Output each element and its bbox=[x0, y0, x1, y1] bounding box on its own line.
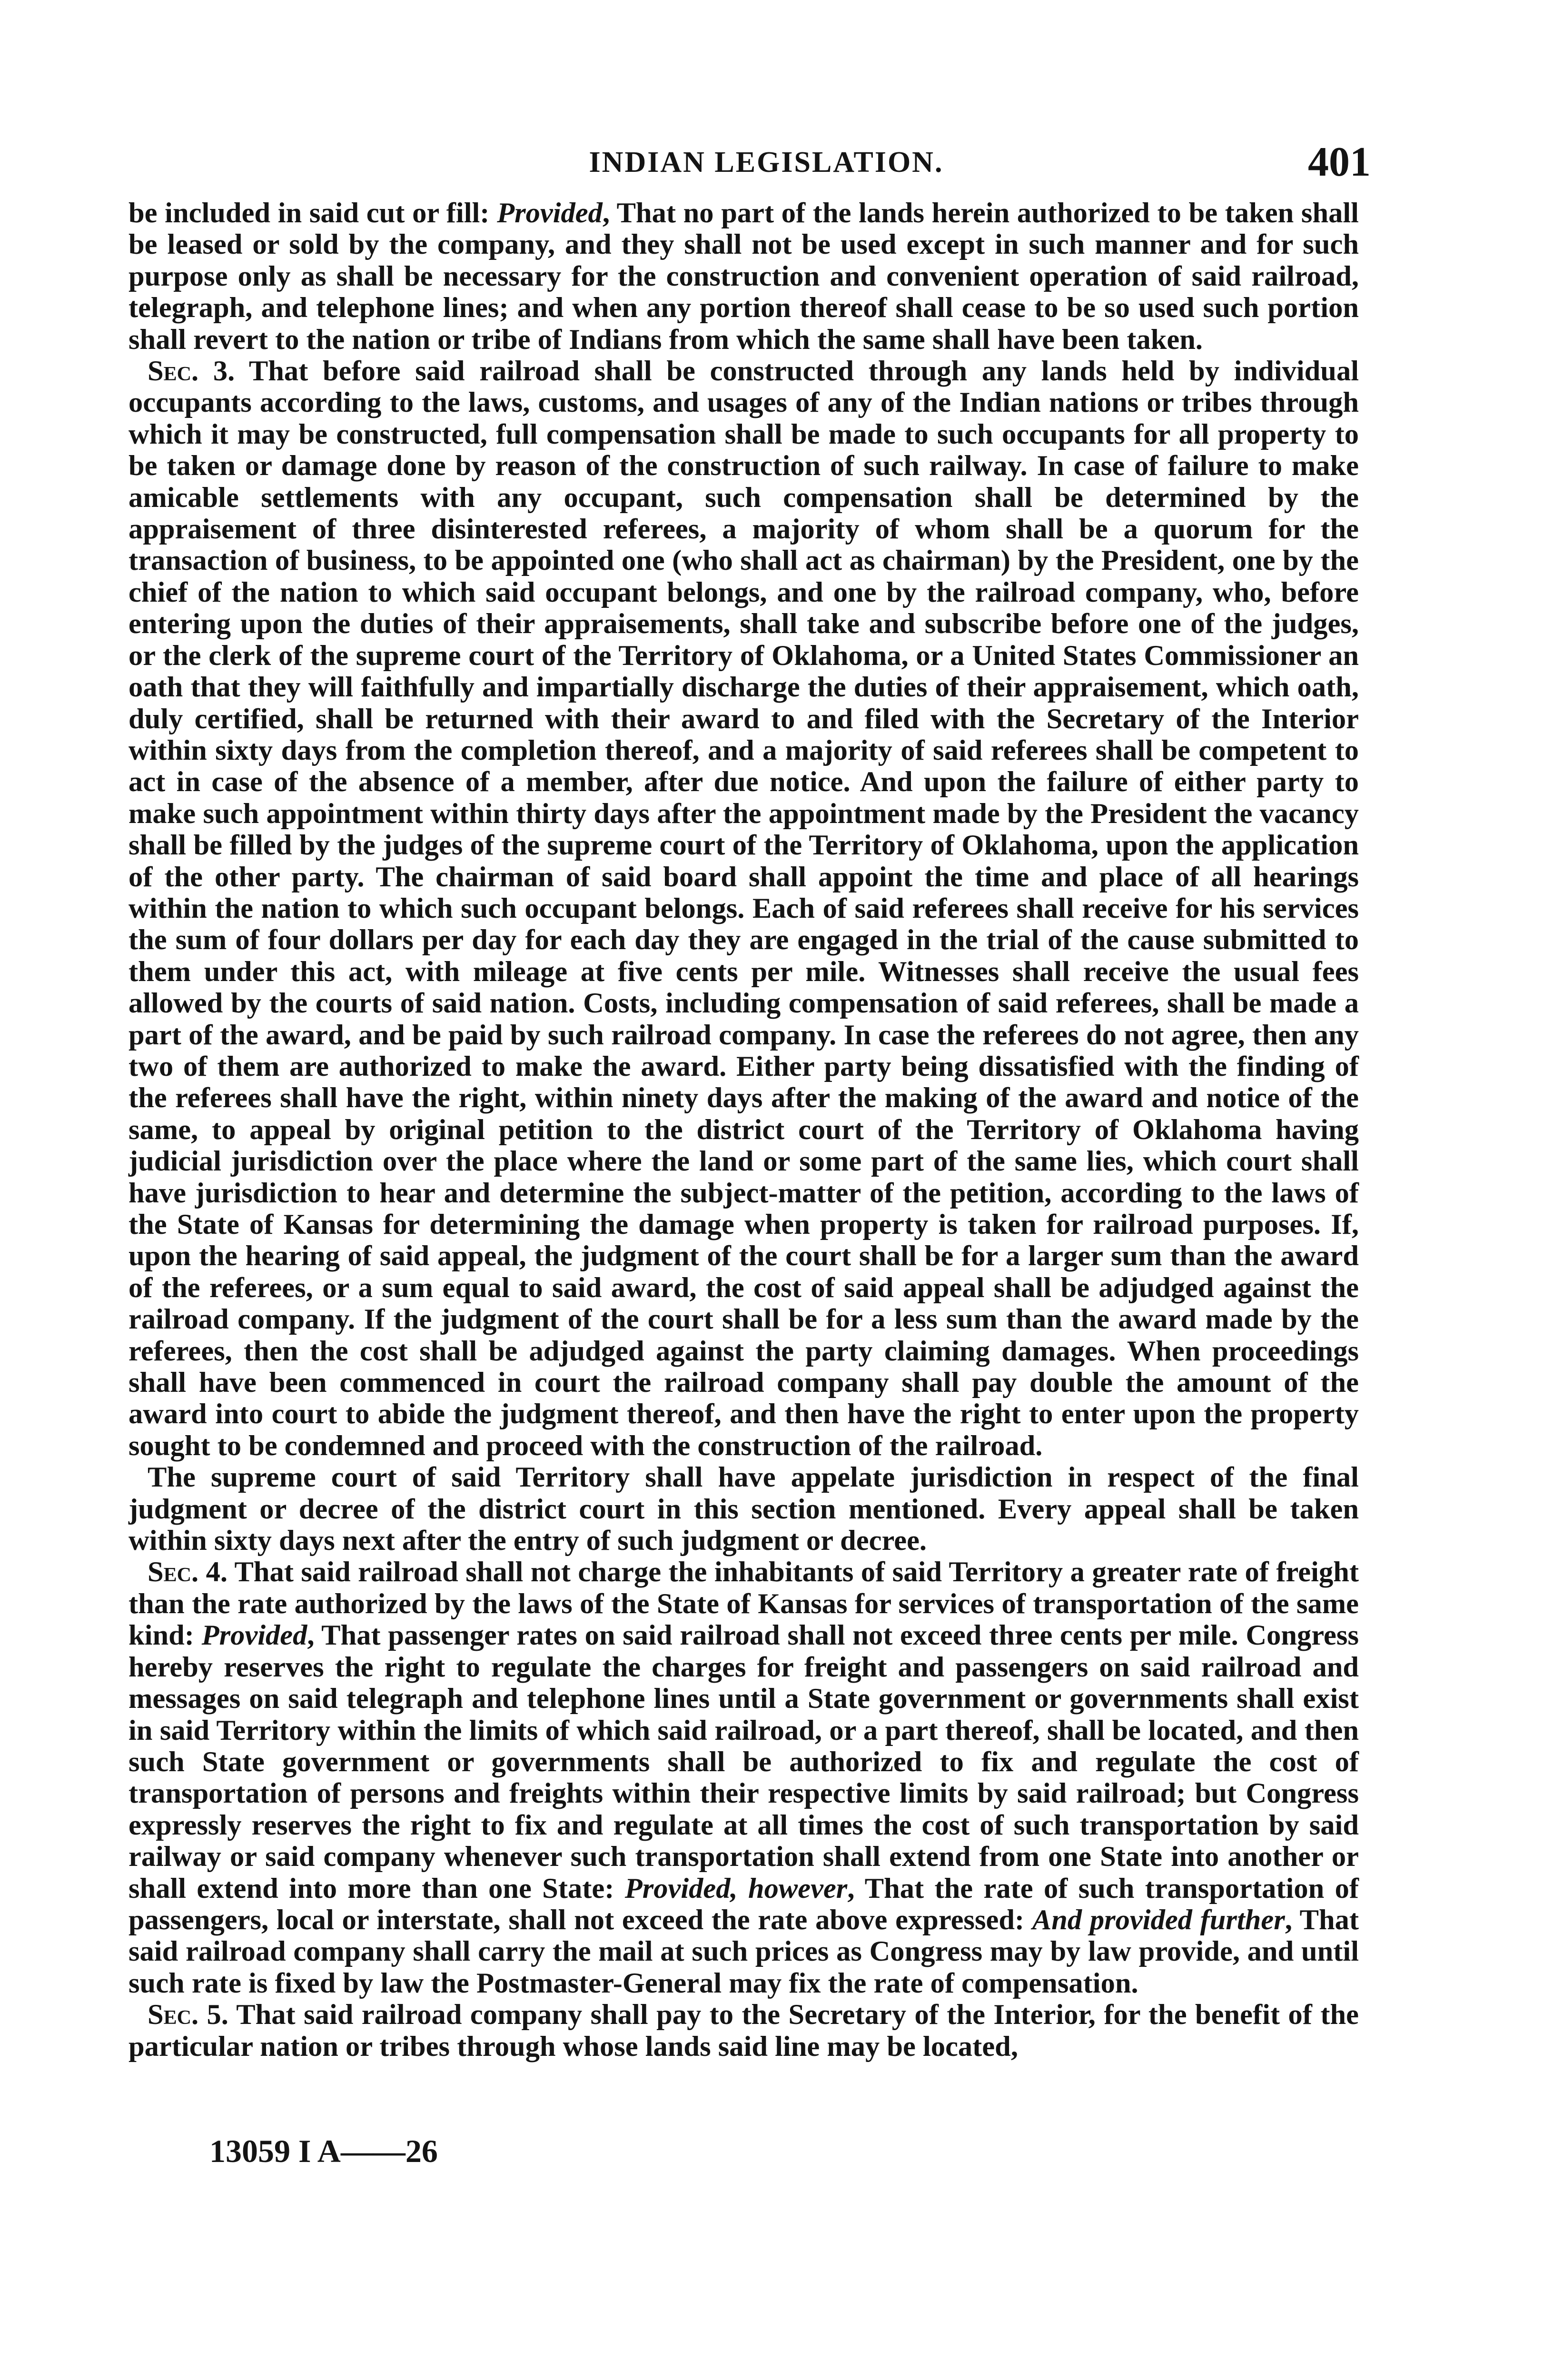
paragraph: Sec. 3. That before said railroad shall be constructed through any lands held by individual occupants according to the laws, customs, and usages of any of the Indian nations or tribes through which it may be constructed, full compensation shall be made to such occupants for all property to be taken or damage done by reason of the construction of such railway. In case of failure to make amicable settlements with any occupant, such compensation shall be determined by the appraisement of three disinterested referees, a majority of whom shall be a quorum for the transaction of business, to be appointed one (who shall act as chairman) by the President, one by the chief of the nation to which said occupant belongs, and one by the railroad company, who, before entering upon the duties of their appraisements, shall take and subscribe before one of the judges, or the clerk of the supreme court of the Territory of Oklahoma, or a United States Commissioner an oath that they will faithfully and impartially discharge the duties of their appraisement, which oath, duly certified, shall be returned with their award to and filed with the Secretary of the Interior within sixty days from the completion thereof, and a majority of said referees shall be competent to act in case of the absence of a member, after due notice. And upon the failure of either party to make such appointment within thirty days after the appointment made by the President the vacancy shall be filled by the judges of the supreme court of the Territory of Oklahoma, upon the application of the other party. The chairman of said board shall appoint the time and place of all hearings within the nation to which such occupant belongs. Each of said referees shall receive for his services the sum of four dollars per day for each day they are engaged in the trial of the cause submitted to them under this act, with mileage at five cents per mile. Witnesses shall receive the usual fees allowed by the courts of said nation. Costs, including compensation of said referees, shall be made a part of the award, and be paid by such railroad company. In case the referees do not agree, then any two of them are authorized to make the award. Either party being dissatisfied with the finding of the referees shall have the right, within ninety days after the making of the award and notice of the same, to appeal by original petition to the district court of the Territory of Oklahoma having judicial jurisdiction over the place where the land or some part of the same lies, which court shall have jurisdiction to hear and determine the subject-matter of the petition, according to the laws of the State of Kansas for determining the damage when property is taken for railroad purposes. If, upon the hearing of said appeal, the judgment of the court shall be for a larger sum than the award of the referees, or a sum equal to said award, the cost of said appeal shall be adjudged against the railroad company. If the judgment of the court shall be for a less sum than the award made by the referees, then the cost shall be adjudged against the party claiming damages. When proceedings shall have been commenced in court the railroad company shall pay double the amount of the award into court to abide the judgment thereof, and then have the right to enter upon the property sought to be condemned and proceed with the construction of the railroad. bbox=[129, 355, 1359, 1462]
italic-term: Provided, however bbox=[624, 1872, 848, 1904]
paragraph: Sec. 4. That said railroad shall not charge the inhabitants of said Territory a greater rate of freight than the rate authorized by the laws of the State of Kansas for services of transportation of the same kind: Provided, That passenger rates on said railroad shall not exceed three cents per mile. Congress hereby reserves the right to regulate the charges for freight and passengers on said railroad and messages on said telegraph and telephone lines until a State government or governments shall exist in said Territory within the limits of which said railroad, or a part thereof, shall be located, and then such State government or governments shall be authorized to fix and regulate the cost of transportation of persons and freights within their respective limits by said railroad; but Congress expressly reserves the right to fix and regulate at all times the cost of such transportation by said railway or said company whenever such transportation shall extend from one State into another or shall extend into more than one State: Provided, however, That the rate of such transportation of passengers, local or interstate, shall not exceed the rate above expressed: And provided further, That said railroad company shall carry the mail at such prices as Congress may by law provide, and until such rate is fixed by law the Postmaster-General may fix the rate of compensation. bbox=[129, 1556, 1359, 1999]
paragraph: Sec. 5. That said railroad company shall pay to the Secretary of the Interior, for the benefit of the particular nation or tribes through whose lands said line may be located, bbox=[129, 1999, 1359, 2063]
body-text bbox=[129, 198, 1359, 2063]
section-label: Sec. 5. bbox=[148, 1999, 228, 2031]
paragraph: The supreme court of said Territory shall have appelate jurisdiction in respect of the final judgment or decree of the district court in this section mentioned. Every appeal shall be taken within sixty days next after the entry of such judgment or decree. bbox=[129, 1461, 1359, 1557]
section-label: Sec. 3. bbox=[148, 355, 235, 387]
signature-mark: 13059 I A——26 bbox=[209, 2133, 438, 2169]
italic-term: And provided further bbox=[1032, 1904, 1285, 1936]
section-label: Sec. 4. bbox=[148, 1556, 228, 1588]
page-header bbox=[162, 138, 1371, 190]
running-head: INDIAN LEGISLATION. bbox=[589, 146, 944, 178]
paragraph: be included in said cut or fill: Provided, That no part of the lands herein authorized to be taken shall be leased or sold by the company, and they shall not be used except in such manner and for such purpose only as shall be necessary for the construction and convenient operation of said railroad, telegraph, and telephone lines; and when any portion thereof shall cease to be so used such portion shall revert to the nation or tribe of Indians from which the same shall have been taken. bbox=[129, 197, 1359, 356]
page-number: 401 bbox=[1308, 139, 1371, 185]
italic-term: Provided bbox=[497, 197, 603, 229]
italic-term: Provided bbox=[201, 1619, 307, 1652]
